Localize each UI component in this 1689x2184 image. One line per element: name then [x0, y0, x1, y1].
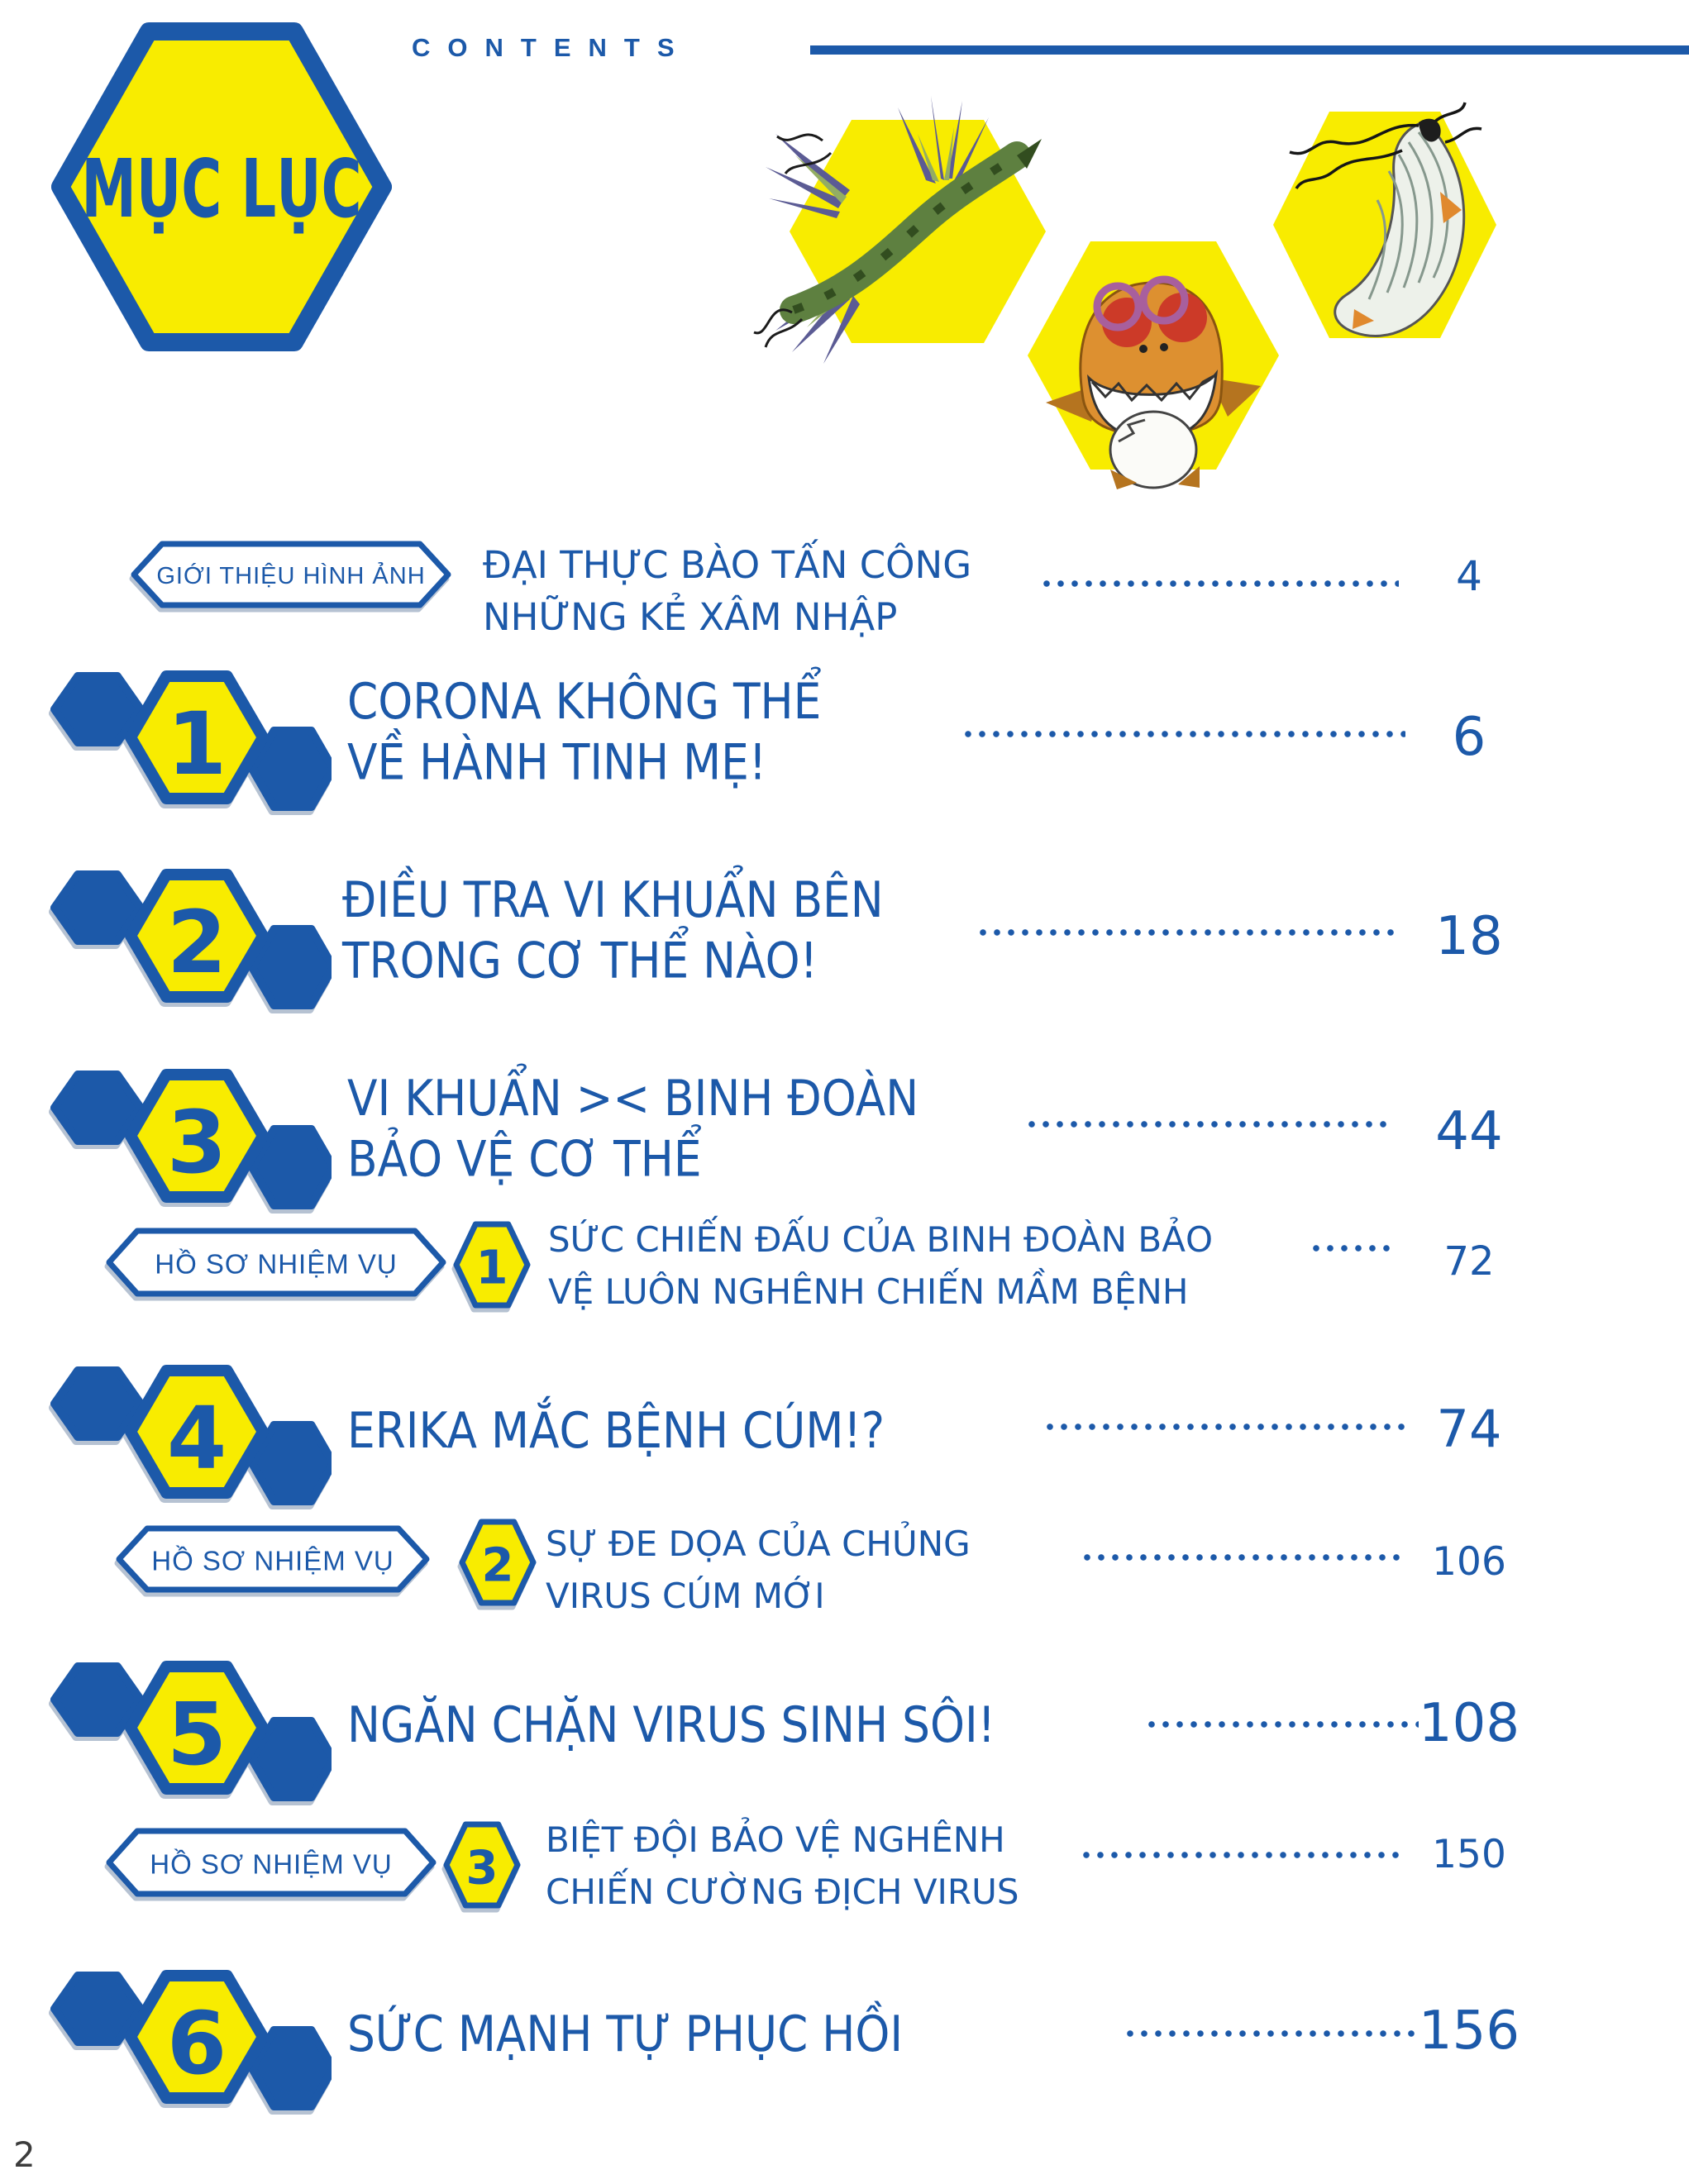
entry-title-line: CORONA KHÔNG THỂ: [347, 673, 822, 731]
entry-title: [342, 870, 884, 991]
dotted-leader: [1047, 1423, 1405, 1430]
dotted-leader: [1028, 1121, 1394, 1128]
page-number: 18: [1435, 906, 1503, 967]
entry-title-line: SỨC MẠNH TỰ PHỤC HỒI: [347, 2005, 904, 2063]
entry-title-line: NHỮNG KẺ XÂM NHẬP: [483, 595, 898, 639]
badge-label: HỒ SƠ NHIỆM VỤ: [155, 1248, 398, 1280]
page-number: 108: [1418, 1693, 1520, 1754]
contents-label: CONTENTS: [412, 33, 692, 62]
page-number: 72: [1443, 1238, 1495, 1285]
entry-title-line: BIỆT ĐỘI BẢO VỆ NGHÊNH: [546, 1819, 1005, 1860]
dotted-leader: [965, 731, 1405, 737]
chapter-number: 4: [166, 1388, 227, 1489]
footer-page-number: 2: [13, 2134, 36, 2175]
dotted-leader: [1148, 1721, 1419, 1728]
entry-title-line: SỰ ĐE DỌA CỦA CHỦNG: [546, 1524, 971, 1564]
mission-number-badge: [451, 1218, 533, 1311]
entry-title-line: VỆ LUÔN NGHÊNH CHIẾN MẦM BỆNH: [548, 1271, 1189, 1312]
page-number: 74: [1436, 1399, 1502, 1459]
entry-title-line: CHIẾN CƯỜNG ĐỊCH VIRUS: [546, 1872, 1019, 1912]
mission-number: 2: [481, 1538, 514, 1593]
mission-badge: [106, 1225, 446, 1299]
dotted-leader: [1084, 1554, 1405, 1561]
chapter-number: 1: [166, 694, 227, 794]
chapter-number: 2: [166, 892, 227, 993]
page-number: 44: [1435, 1101, 1503, 1162]
page-number: 6: [1452, 707, 1486, 768]
entry-title: [347, 1068, 918, 1190]
chapter-4-hexagon-cluster: [46, 1356, 332, 1513]
intro-badge: [131, 538, 451, 611]
chapter-number: 6: [166, 1993, 227, 2094]
entry-title-line: VIRUS CÚM MỚI: [546, 1576, 825, 1616]
dotted-leader: [1313, 1245, 1393, 1252]
page-number: 156: [1418, 2000, 1520, 2062]
mission-badge: [116, 1523, 430, 1595]
entry-title-line: TRONG CƠ THỂ NÀO!: [342, 932, 818, 989]
entry-title-line: VỀ HÀNH TINH MẸ!: [347, 733, 767, 791]
dotted-leader: [1127, 2030, 1415, 2037]
page-title: MỤC LỤC: [81, 141, 362, 236]
entry-title: [483, 539, 971, 643]
chapter-number: 3: [166, 1092, 227, 1193]
mission-number: 3: [465, 1841, 499, 1896]
badge-label: GIỚI THIỆU HÌNH ẢNH: [156, 563, 426, 589]
entry-title-line: VI KHUẨN >< BINH ĐOÀN: [347, 1070, 919, 1128]
mission-number-badge: [441, 1819, 523, 1911]
mission-badge: [106, 1825, 437, 1900]
dotted-leader: [1083, 1852, 1405, 1858]
entry-title-line: ĐIỀU TRA VI KHUẨN BÊN: [342, 871, 884, 929]
entry-title: [347, 1400, 885, 1461]
entry-title: [546, 1518, 971, 1622]
dotted-leader: [980, 929, 1399, 936]
entry-title: [347, 1695, 995, 1755]
chapter-2-hexagon-cluster: [46, 860, 332, 1017]
entry-title: [548, 1214, 1213, 1318]
entry-title: [546, 1814, 1019, 1918]
chapter-1-hexagon-cluster: [46, 661, 332, 818]
mission-number: 1: [475, 1241, 508, 1295]
chapter-6-hexagon-cluster: [46, 1961, 332, 2118]
page-number: 4: [1456, 552, 1482, 600]
entry-title: [347, 2004, 903, 2064]
chapter-3-hexagon-cluster: [46, 1060, 332, 1217]
entry-title-line: NGĂN CHẶN VIRUS SINH SÔI!: [347, 1696, 996, 1754]
entry-title-line: SỨC CHIẾN ĐẤU CỦA BINH ĐOÀN BẢO: [548, 1219, 1214, 1260]
badge-label: HỒ SƠ NHIỆM VỤ: [150, 1848, 393, 1880]
chapter-number: 5: [166, 1684, 227, 1785]
entry-title: [347, 671, 821, 793]
page-number: 106: [1432, 1539, 1506, 1585]
badge-label: HỒ SƠ NHIỆM VỤ: [151, 1545, 394, 1576]
entry-title-line: BẢO VỆ CƠ THỂ: [347, 1130, 702, 1188]
chapter-5-hexagon-cluster: [46, 1652, 332, 1809]
dotted-leader: [1043, 580, 1399, 587]
page-number: 150: [1432, 1832, 1506, 1877]
entry-title-line: ĐẠI THỰC BÀO TẤN CÔNG: [483, 543, 972, 587]
mission-number-badge: [456, 1516, 539, 1609]
entry-title-line: ERIKA MẮC BỆNH CÚM!?: [347, 1402, 885, 1460]
